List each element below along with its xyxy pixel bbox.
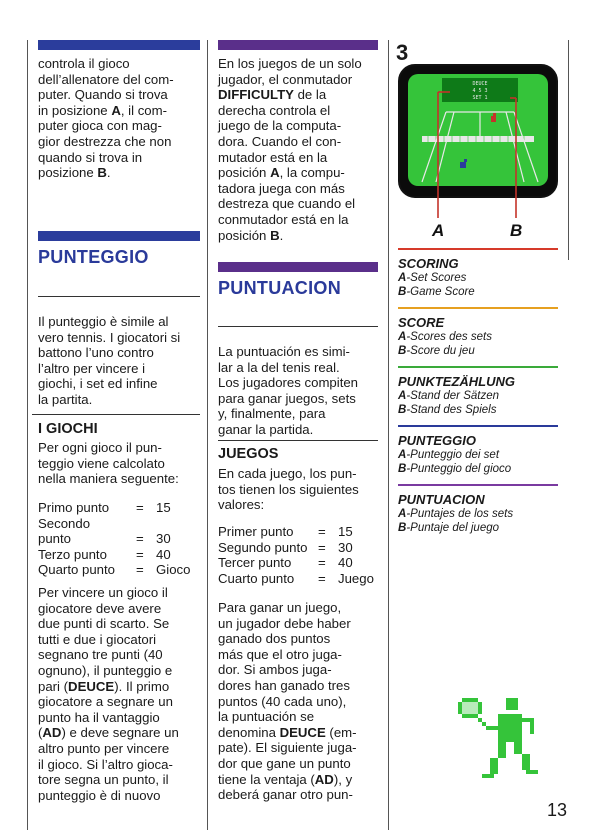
text-line: En cada juego, los pun- bbox=[218, 466, 357, 481]
section-heading: PUNTEGGIO bbox=[38, 247, 149, 267]
column-divider bbox=[27, 40, 28, 830]
option-key: A bbox=[398, 331, 407, 343]
divider bbox=[32, 414, 200, 415]
translation-line-a: A-Set Scores bbox=[398, 272, 467, 284]
text-line: tiene la ventaja (AD), y bbox=[218, 771, 353, 787]
text-line: conmutador está en la bbox=[218, 211, 349, 227]
text-line: dor que gane un punto bbox=[218, 755, 351, 771]
score-row bbox=[38, 516, 203, 532]
text-line: puter. Quando si trova bbox=[38, 87, 168, 103]
text-line: Los jugadores compiten bbox=[218, 375, 359, 391]
bold-term: A bbox=[111, 102, 121, 118]
score-equals: = bbox=[136, 562, 144, 578]
text-line: derecha controla el bbox=[218, 102, 331, 118]
score-value: 15 bbox=[156, 500, 171, 515]
text-line: nella maniera seguente: bbox=[38, 471, 179, 487]
paragraph bbox=[38, 585, 208, 803]
text-line: dores han ganado tres bbox=[218, 677, 350, 693]
text-line: il gioco. Si l’altro gioca- bbox=[38, 756, 173, 772]
text-line: juego de la computa- bbox=[218, 118, 342, 134]
option-key: A bbox=[398, 508, 407, 520]
score-value: Gioco bbox=[156, 562, 191, 578]
text-line: l’altro per vincere i bbox=[38, 360, 146, 376]
text-line: tutti e due i giocatori bbox=[38, 631, 157, 647]
option-key: B bbox=[398, 345, 407, 357]
translation-line-a: A-Scores des sets bbox=[398, 331, 492, 343]
text-line: pate). El siguiente juga- bbox=[218, 740, 357, 756]
text-line: giocatore a segnare un bbox=[38, 694, 173, 710]
text-line: ganado dos puntos bbox=[218, 631, 331, 647]
intro-text bbox=[218, 56, 388, 243]
text-line: posición A, la compu- bbox=[218, 165, 345, 181]
color-rule bbox=[398, 425, 558, 427]
text-line: puter gioca con mag- bbox=[38, 118, 162, 134]
score-equals: = bbox=[318, 555, 326, 571]
score-equals bbox=[136, 516, 156, 532]
option-key: A bbox=[398, 449, 407, 461]
color-rule bbox=[398, 366, 558, 368]
text-line: due punti di scarto. Se bbox=[38, 616, 170, 632]
translation-line-b: B-Game Score bbox=[398, 286, 475, 298]
label-a: A bbox=[432, 221, 445, 240]
translation-block bbox=[398, 248, 558, 299]
score-value: 30 bbox=[156, 531, 171, 547]
text-line: puntos (40 cada uno), bbox=[218, 693, 347, 709]
column-divider bbox=[568, 40, 569, 260]
score-row bbox=[38, 531, 203, 547]
text-line: posición B. bbox=[218, 227, 284, 243]
score-equals: = bbox=[318, 539, 326, 555]
bold-term: A bbox=[270, 165, 280, 181]
text-line: Per ogni gioco il pun- bbox=[38, 440, 162, 455]
score-row bbox=[218, 571, 386, 587]
text-line: la partita. bbox=[38, 391, 93, 407]
translation-title: PUNTEGGIO bbox=[398, 433, 477, 448]
text-line: in posizione A, il com- bbox=[38, 102, 167, 118]
bold-term: AD bbox=[42, 725, 62, 741]
text-line: DIFFICULTY de la bbox=[218, 87, 327, 103]
text-line: Il punteggio è simile al bbox=[38, 314, 169, 329]
text-line: battono l’uno contro bbox=[38, 345, 154, 361]
score-table bbox=[218, 524, 386, 586]
text-line: dora. Cuando el con- bbox=[218, 133, 342, 149]
score-row bbox=[218, 540, 386, 556]
score-value: Juego bbox=[338, 570, 374, 586]
text-line: la puntuación se bbox=[218, 709, 315, 725]
translation-block bbox=[398, 425, 558, 476]
score-value: 15 bbox=[338, 524, 353, 539]
score-table bbox=[38, 500, 203, 578]
bold-term: B bbox=[97, 165, 107, 181]
score-row bbox=[218, 555, 386, 571]
text-line: (AD) e deve segnare un bbox=[38, 725, 179, 741]
bold-term: B bbox=[270, 227, 280, 243]
text-line: La puntuación es simi- bbox=[218, 344, 350, 359]
score-label: Tercer punto bbox=[218, 555, 292, 571]
text-line: tadora juega con más bbox=[218, 180, 345, 196]
score-row bbox=[38, 500, 203, 516]
text-line: mutador está en la bbox=[218, 149, 328, 165]
color-bar bbox=[218, 40, 378, 50]
text-line: segnano tre punti (40 bbox=[38, 647, 163, 663]
score-row bbox=[38, 562, 203, 578]
score-equals: = bbox=[136, 546, 144, 562]
score-equals: = bbox=[136, 500, 144, 515]
score-label: Primer punto bbox=[218, 524, 294, 539]
screen-text-line: SET 1 bbox=[472, 95, 488, 101]
score-label: Quarto punto bbox=[38, 562, 115, 578]
translation-title: PUNKTEZÄHLUNG bbox=[398, 374, 515, 389]
bold-term: DIFFICULTY bbox=[218, 87, 294, 103]
text-line: gior destrezza che non bbox=[38, 133, 172, 149]
text-line: ganar la partida. bbox=[218, 421, 314, 437]
text-line: un jugador debe haber bbox=[218, 615, 351, 631]
paragraph bbox=[218, 466, 388, 513]
option-key: A bbox=[398, 272, 407, 284]
paragraph bbox=[218, 600, 388, 803]
game-screen-figure bbox=[398, 64, 560, 240]
color-bar bbox=[218, 262, 378, 272]
text-line: punto ha il vantaggio bbox=[38, 709, 160, 725]
translation-title: SCORE bbox=[398, 315, 445, 330]
text-line: para ganar juegos, sets bbox=[218, 390, 356, 406]
option-key: A bbox=[398, 390, 407, 402]
bold-term: AD bbox=[314, 771, 334, 787]
text-line: punteggio è di nuovo bbox=[38, 787, 161, 803]
color-bar bbox=[38, 40, 200, 50]
text-line: y, finalmente, para bbox=[218, 406, 326, 422]
bold-term: DEUCE bbox=[68, 678, 115, 694]
intro-text bbox=[38, 56, 208, 181]
page-number: 13 bbox=[547, 800, 568, 820]
paragraph bbox=[218, 344, 388, 438]
score-label: punto bbox=[38, 531, 72, 547]
text-line: teggio viene calcolato bbox=[38, 455, 165, 471]
translation-line-b: B-Puntaje del juego bbox=[398, 522, 500, 534]
paragraph bbox=[38, 314, 208, 408]
color-rule bbox=[398, 484, 558, 486]
color-rule bbox=[398, 307, 558, 309]
score-equals: = bbox=[136, 531, 144, 547]
translation-line-b: B-Punteggio del gioco bbox=[398, 463, 512, 475]
text-line: dell’allenatore del com- bbox=[38, 71, 174, 87]
text-line: vero tennis. I giocatori si bbox=[38, 329, 181, 345]
text-line: En los juegos de un solo bbox=[218, 56, 362, 71]
screen-text-line: 4 5 3 bbox=[472, 88, 488, 94]
divider bbox=[218, 326, 378, 327]
translation-line-b: B-Stand des Spiels bbox=[398, 404, 497, 416]
subheading: JUEGOS bbox=[218, 446, 279, 462]
score-equals: = bbox=[318, 524, 326, 539]
text-line: giochi, i set ed infine bbox=[38, 376, 158, 392]
translation-title: PUNTUACION bbox=[398, 492, 485, 507]
text-line: quando si trova in bbox=[38, 149, 143, 165]
option-key: B bbox=[398, 404, 407, 416]
score-value: 40 bbox=[338, 555, 353, 571]
translation-line-a: A-Punteggio dei set bbox=[398, 449, 500, 461]
text-line: deberá ganar otro pun- bbox=[218, 787, 353, 803]
translation-list bbox=[398, 248, 558, 543]
label-b: B bbox=[510, 221, 523, 240]
score-row bbox=[38, 547, 203, 563]
translation-line-b: B-Score du jeu bbox=[398, 345, 475, 357]
text-line: tore segna un punto, il bbox=[38, 772, 169, 788]
text-line: posizione B. bbox=[38, 165, 111, 181]
score-label: Segundo punto bbox=[218, 539, 308, 555]
score-row bbox=[218, 524, 386, 540]
tennis-player-icon bbox=[458, 690, 550, 782]
option-key: B bbox=[398, 463, 407, 475]
figure-number: 3 bbox=[396, 40, 409, 65]
text-line: denomina DEUCE (em- bbox=[218, 724, 357, 740]
text-line: tos tienen los siguientes bbox=[218, 481, 359, 497]
section-heading: PUNTUACION bbox=[218, 278, 341, 298]
divider bbox=[38, 296, 200, 297]
text-line: altro punto per vincere bbox=[38, 740, 170, 756]
text-line: controla il gioco bbox=[38, 56, 130, 71]
score-label: Terzo punto bbox=[38, 546, 107, 562]
score-equals: = bbox=[318, 570, 326, 586]
option-key: B bbox=[398, 522, 407, 534]
translation-block bbox=[398, 484, 558, 535]
divider bbox=[218, 440, 378, 441]
text-line: giocatore deve avere bbox=[38, 600, 162, 616]
screen-text-line: DEUCE bbox=[472, 81, 488, 87]
column-divider bbox=[388, 40, 389, 830]
text-line: dor. Si ambos juga- bbox=[218, 662, 332, 678]
translation-line-a: A-Puntajes de los sets bbox=[398, 508, 514, 520]
score-label: Cuarto punto bbox=[218, 570, 295, 586]
translation-block bbox=[398, 366, 558, 417]
score-value: 40 bbox=[156, 546, 171, 562]
text-line: pari (DEUCE). Il primo bbox=[38, 678, 170, 694]
text-line: jugador, el conmutador bbox=[218, 71, 353, 87]
text-line: más que el otro juga- bbox=[218, 646, 342, 662]
paragraph bbox=[38, 440, 208, 487]
text-line: Para ganar un juego, bbox=[218, 600, 342, 615]
bold-term: DEUCE bbox=[279, 724, 326, 740]
score-label: Primo punto bbox=[38, 500, 110, 515]
translation-title: SCORING bbox=[398, 256, 459, 271]
color-bar bbox=[38, 231, 200, 241]
score-label: Secondo bbox=[38, 515, 91, 531]
translation-line-a: A-Stand der Sätzen bbox=[398, 390, 500, 402]
text-line: valores: bbox=[218, 497, 265, 513]
color-rule bbox=[398, 248, 558, 250]
text-line: lar a la del tenis real. bbox=[218, 359, 340, 375]
text-line: destreza que cuando el bbox=[218, 196, 356, 212]
option-key: B bbox=[398, 286, 407, 298]
text-line: Per vincere un gioco il bbox=[38, 585, 168, 600]
score-value: 30 bbox=[338, 539, 353, 555]
text-line: ognuno), il punteggio e bbox=[38, 662, 173, 678]
subheading: I GIOCHI bbox=[38, 421, 98, 437]
translation-block bbox=[398, 307, 558, 358]
